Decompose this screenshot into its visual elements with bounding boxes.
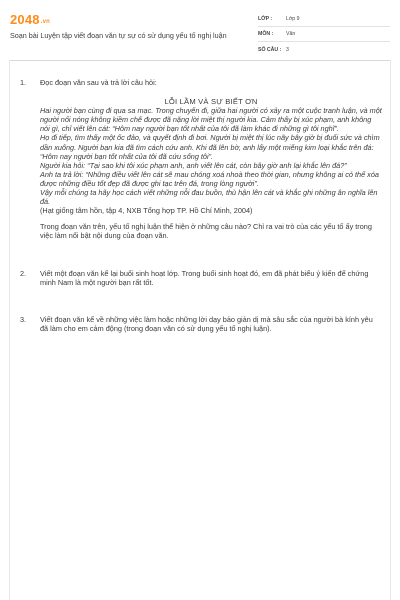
question-text: Trong đoạn văn trên, yếu tố nghị luận thể hiện ở những câu nào? Chỉ ra vai trò của các yếu tố ấy trong việc làm nổi bật nội dung của đoạn văn. (40, 222, 372, 241)
question-prompt: Đọc đoạn văn sau và trả lời câu hỏi: (40, 78, 157, 87)
meta-key: SỐ CÂU : (258, 46, 282, 53)
meta-row-grade (258, 12, 390, 27)
document-header (10, 10, 390, 61)
meta-key: LỚP : (258, 16, 273, 22)
story-paragraph: Anh ta trả lời: “Những điều viết lên cát sẽ mau chóng xoá nhoà theo thời gian, nhưng không ai có thể xóa được những điều tốt đẹp đã được ghi tạc trên đá, trong lòng người”. (40, 169, 379, 188)
question-number: 1. (20, 78, 27, 87)
meta-row-subject (258, 27, 390, 42)
site-logo[interactable] (10, 12, 50, 27)
meta-key: MÔN : (258, 31, 274, 37)
document-content (20, 78, 382, 333)
question-text: Viết đoạn văn kể về những việc làm hoặc những lời dạy bảo giản dị mà sâu sắc của người bà kính yêu đã làm cho em cảm động (trong đoạn văn có sử dụng yếu tố nghị luận). (40, 314, 373, 333)
logo-suffix: .vn (40, 19, 51, 25)
meta-table (258, 12, 390, 57)
story-paragraph: Hai người bạn cùng đi qua sa mạc. Trong chuyến đi, giữa hai người có xảy ra một cuộc tranh luận, và một người nổi nóng không kiềm chế được đã nặng lời miệt thị người kia. Cảm thấy bị xúc phạm, anh không nói gì, chỉ viết lên cát: “Hôm nay người bạn tốt nhất của tôi đã làm khác đi những gì tôi nghĩ”. (40, 106, 382, 134)
question-1 (20, 78, 382, 241)
page-border-right (390, 60, 391, 600)
page-border-left (9, 60, 10, 600)
question-number: 2. (20, 268, 27, 278)
meta-row-question-count (258, 42, 390, 57)
story-paragraph: Vậy mỗi chúng ta hãy học cách viết những nỗi đau buồn, thù hận lên cát và khắc ghi những ân nghĩa lên đá. (40, 188, 378, 207)
story-paragraph: Người kia hỏi: “Tại sao khi tôi xúc phạm anh, anh viết lên cát, còn bây giờ anh lại khắc lên đá?” (40, 160, 347, 170)
document-title: Soạn bài Luyện tập viết đoạn văn tự sự có sử dụng yếu tố nghị luận (10, 31, 227, 40)
question-2 (20, 269, 382, 287)
meta-value: Văn (286, 31, 296, 37)
question-number: 3. (20, 314, 27, 324)
story-source: (Hạt giống tâm hồn, tập 4, NXB Tổng hợp TP. Hồ Chí Minh, 2004) (40, 206, 253, 216)
question-text: Viết một đoạn văn kể lại buổi sinh hoạt lớp. Trong buổi sinh hoạt đó, em đã phát biểu ý kiến để chứng minh Nam là một người bạn rất tốt. (40, 268, 369, 287)
logo-number: 2048 (10, 12, 40, 27)
meta-value: 3 (286, 46, 289, 53)
meta-value: Lớp 9 (286, 16, 300, 22)
question-3 (20, 315, 382, 333)
story-paragraph: Họ đi tiếp, tìm thấy một ốc đảo, và quyết định đi bơi. Người bị miệt thị lúc nãy bây giờ bị đuối sức và chìm dần xuống. Người bạn kia đã tìm cách cứu anh. Khi đã lên bờ, anh lấy một miếng kim loại khắc trên đá: “Hôm nay người bạn tốt nhất của tôi đã cứu sống tôi”. (40, 133, 380, 161)
story-title: LỖI LẦM VÀ SỰ BIẾT ƠN (164, 97, 258, 107)
